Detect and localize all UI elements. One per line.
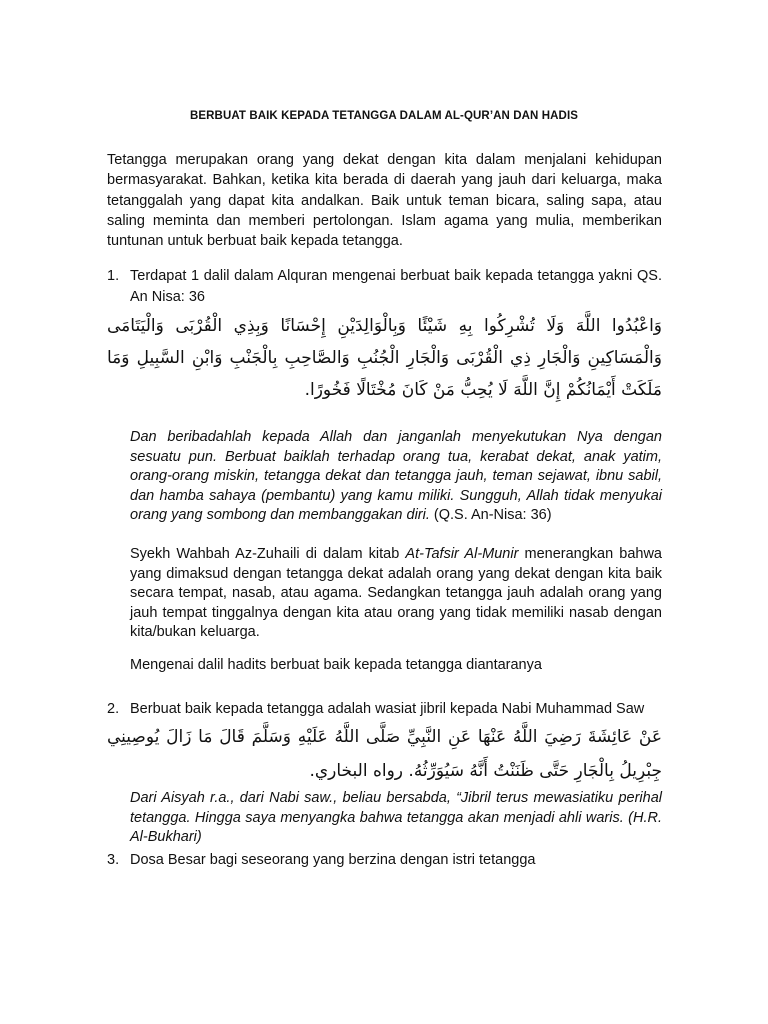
translation-reference: (Q.S. An-Nisa: 36)	[429, 507, 552, 523]
tafsir-book-title: At-Tafsir Al-Munir	[405, 546, 519, 562]
tafsir-paragraph	[130, 545, 662, 643]
list-item-3-number: 3.	[107, 852, 120, 868]
list-item-3-text: Dosa Besar bagi seseorang yang berzina dengan istri tetangga	[130, 852, 536, 868]
list-item-1	[107, 266, 662, 307]
quran-verse-translation	[130, 428, 662, 526]
tafsir-text-after: menerangkan bahwa yang dimaksud dengan tetangga dekat adalah orang yang dekat dengan kita baik secara tempat, nasab, atau agama. Sedangkan tetangga jauh adalah orang yang jauh tempat tinggalnya dengan kita atau orang yang tidak memiliki nasab dengan kita/bukan keluarga.	[130, 546, 662, 640]
hadith-arabic: عَنْ عَائِشَةَ رَضِيَ اللَّهُ عَنْهَا عَنِ النَّبِيِّ صَلَّى اللَّهُ عَلَيْهِ وَسَلَّمَ قَالَ مَا زَالَ يُوصِينِي جِبْرِيلُ بِالْجَارِ حَتَّى ظَنَنْتُ أَنَّهُ سَيُوَرِّثُهُ. رواه البخاري.	[107, 727, 662, 781]
list-item-2-text: Berbuat baik kepada tetangga adalah wasiat jibril kepada Nabi Muhammad Saw	[130, 701, 645, 717]
list-item-1-number: 1.	[107, 268, 120, 284]
document-title: BERBUAT BAIK KEPADA TETANGGA DALAM AL-QUR’AN DAN HADIS	[189, 110, 579, 122]
hadith-intro: Mengenai dalil hadits berbuat baik kepada tetangga diantaranya	[130, 657, 542, 673]
list-item-2-number: 2.	[107, 701, 120, 717]
intro-paragraph: Tetangga merupakan orang yang dekat dengan kita dalam menjalani kehidupan bermasyarakat. Bahkan, ketika kita berada di daerah yang jauh dari keluarga, maka tetanggalah yang dapat kita andalkan. Baik untuk teman bicara, saling sapa, atau saling meminta dan memberi pertolongan. Islam agama yang mulia, memberikan tuntunan untuk berbuat baik kepada tetangga.	[107, 152, 662, 250]
list-item-2	[107, 699, 662, 720]
list-item-1-text: Terdapat 1 dalil dalam Alquran mengenai berbuat baik kepada tetangga yakni QS. An Nisa: 36	[130, 268, 662, 305]
tafsir-text-before: Syekh Wahbah Az-Zuhaili di dalam kitab	[130, 546, 406, 562]
hadith-translation: Dari Aisyah r.a., dari Nabi saw., beliau bersabda, “Jibril terus mewasiatiku perihal tetangga. Hingga saya menyangka bahwa tetangga akan menjadi ahli waris. (H.R. Al-Bukhari)	[130, 790, 662, 845]
translation-italic: Dan beribadahlah kepada Allah dan janganlah menyekutukan Nya dengan sesuatu pun. Berbuat baiklah terhadap orang tua, kerabat dekat, anak yatim, orang-orang miskin, tetangga dekat dan tetangga jauh, teman sejawat, ibnu sabil, dan hamba sahaya (pembantu) yang kamu miliki. Sungguh, Allah tidak menyukai orang yang sombong dan membanggakan diri.	[130, 429, 662, 523]
list-item-3	[107, 850, 662, 871]
quran-verse-arabic: وَاعْبُدُوا اللَّهَ وَلَا تُشْرِكُوا بِهِ شَيْئًا وَبِالْوَالِدَيْنِ إِحْسَانًا وَبِذِي الْقُرْبَى وَالْيَتَامَى وَالْمَسَاكِينِ وَالْجَارِ ذِي الْقُرْبَى وَالْجَارِ الْجُنُبِ وَالصَّاحِبِ بِالْجَنْبِ وَابْنِ السَّبِيلِ وَمَا مَلَكَتْ أَيْمَانُكُمْ إِنَّ اللَّهَ لَا يُحِبُّ مَنْ كَانَ مُخْتَالًا فَخُورًا.	[107, 316, 662, 400]
